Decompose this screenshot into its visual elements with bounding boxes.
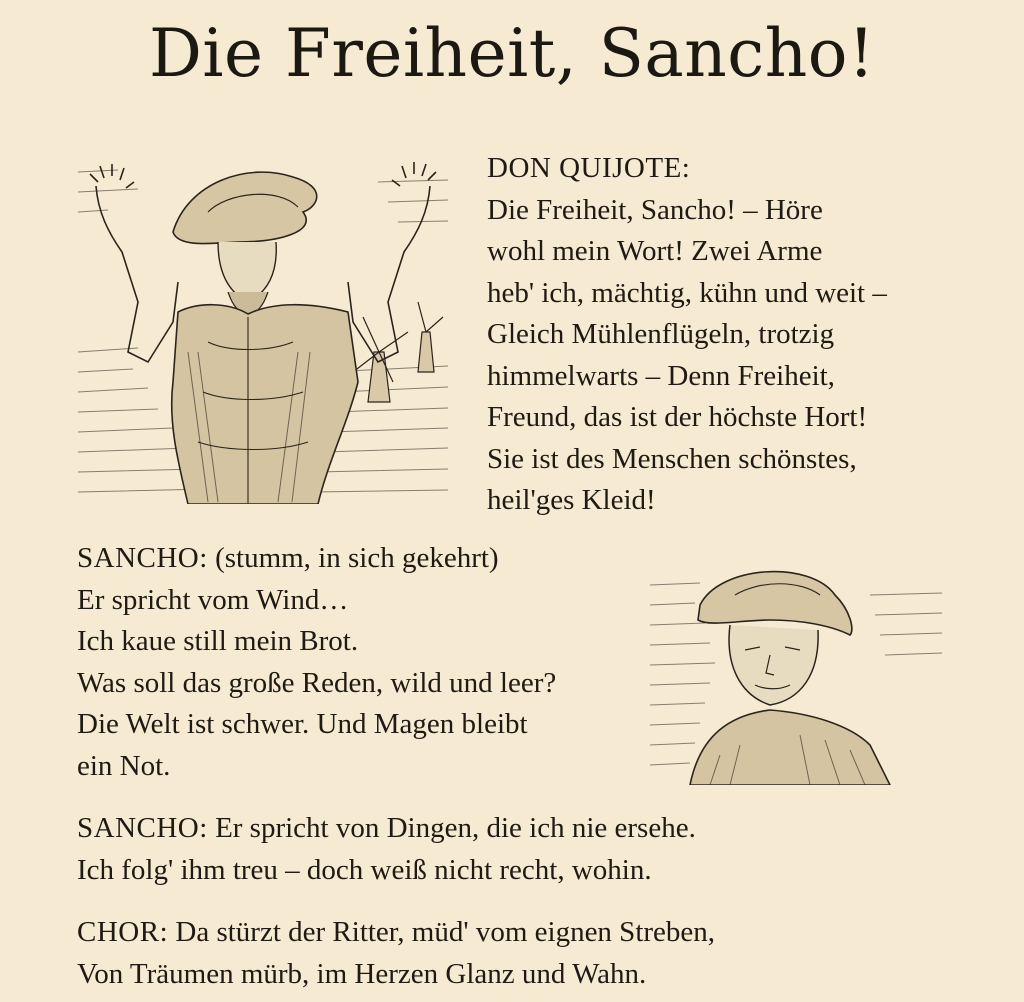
chor-verse — [77, 912, 997, 995]
speaker-sancho: SANCHO: — [77, 542, 208, 574]
verse-line: Gleich Mühlenflügeln, trotzig — [487, 318, 835, 350]
verse-line: Ich folg' ihm treu – doch weiß nicht recht, wohin. — [77, 853, 652, 886]
verse-line: Die Welt ist schwer. Und Magen bleibt — [77, 708, 528, 740]
sancho-illustration — [650, 555, 942, 785]
verse-line: heb' ich, mächtig, kühn und weit – — [487, 276, 887, 309]
stage-direction: (stumm, in sich gekehrt) — [215, 542, 499, 574]
speaker-sancho: SANCHO: — [77, 812, 208, 844]
verse-line: Er spricht vom Wind… — [77, 583, 349, 616]
speaker-don-quijote: DON QUIJOTE: — [487, 152, 691, 184]
speaker-chor: CHOR: — [77, 916, 169, 948]
verse-line: Freund, das ist der höchste Hort! — [487, 401, 868, 433]
verse-line: Die Freiheit, Sancho! – Höre — [487, 193, 823, 226]
sancho-second-verse — [77, 808, 997, 891]
don-quijote-verse — [487, 148, 1007, 522]
sancho-first-verse — [77, 538, 667, 787]
verse-line: Von Träumen mürb, im Herzen Glanz und Wahn. — [77, 957, 647, 990]
verse-line: Sie ist des Menschen schönstes, — [487, 442, 857, 475]
verse-line: Ich kaue still mein Brot. — [77, 625, 359, 657]
verse-line: Was soll das große Reden, wild und leer? — [77, 666, 557, 699]
page-title: Die Freiheit, Sancho! — [148, 15, 876, 92]
verse-line: heil'ges Kleid! — [487, 484, 656, 516]
verse-line: Er spricht von Dingen, die ich nie ersehe. — [215, 812, 696, 844]
don-quijote-illustration — [78, 152, 448, 504]
verse-line: himmelwarts – Denn Freiheit, — [487, 359, 835, 392]
verse-line: Da stürzt der Ritter, müd' vom eignen Streben, — [175, 916, 716, 948]
verse-line: ein Not. — [77, 749, 171, 782]
verse-line: wohl mein Wort! Zwei Arme — [487, 235, 823, 267]
